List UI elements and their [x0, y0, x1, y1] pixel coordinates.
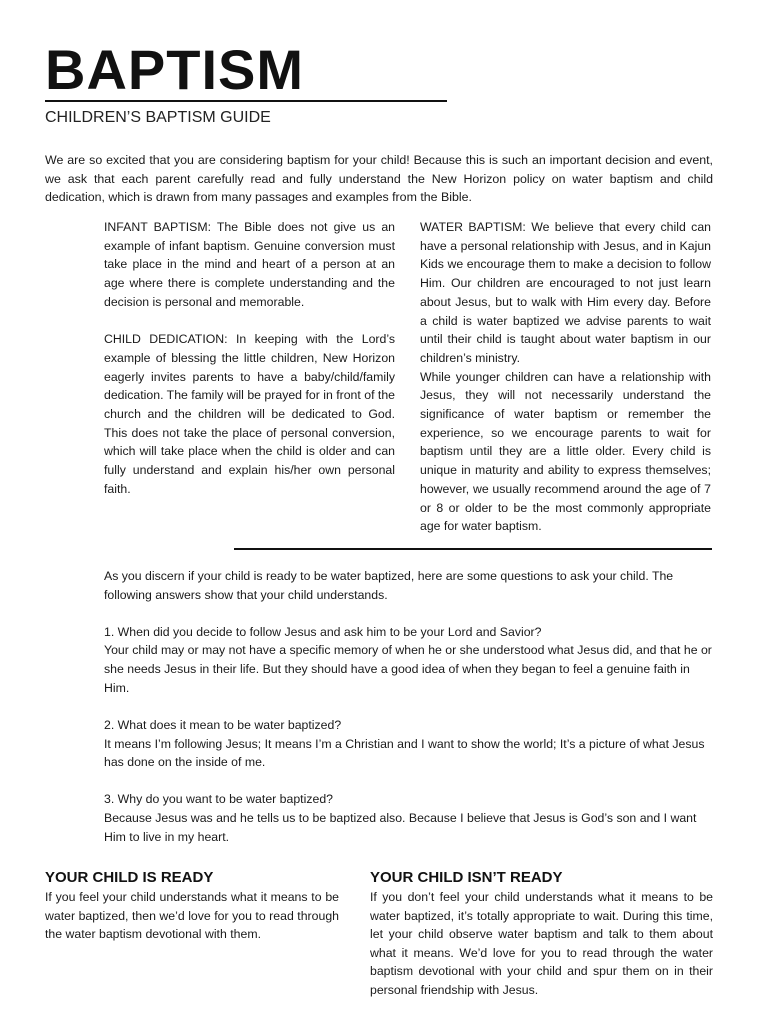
- page-subtitle: CHILDREN’S BAPTISM GUIDE: [45, 109, 271, 126]
- right-column: [420, 218, 711, 536]
- answer-2: It means I’m following Jesus; It means I’m a Christian and I want to show the world; It’s a picture of what Jesus has done on the inside of me.: [104, 736, 705, 770]
- page-title: BAPTISM: [45, 38, 304, 101]
- child-ready-section: [45, 868, 339, 944]
- child-not-ready-heading: YOUR CHILD ISN’T READY: [370, 869, 563, 886]
- intro-paragraph: We are so excited that you are considering baptism for your child! Because this is such an important decision and event, we ask that each parent carefully read and fully understand the New Horizon policy on water baptism and child dedication, which is drawn from many passages and examples from the Bible.: [45, 153, 713, 205]
- title-divider: [45, 100, 447, 102]
- answer-1: Your child may or may not have a specific memory of when he or she understood what Jesus did, and that he or she needs Jesus in their life. But they should have a good idea of when they began to feel a genuine faith in Him.: [104, 643, 712, 695]
- child-not-ready-section: [370, 868, 713, 1000]
- infant-baptism-paragraph: INFANT BAPTISM: The Bible does not give us an example of infant baptism. Genuine conversion must take place in the mind and heart of a person at an age where there is complete understanding and the decision is personal and memorable.: [104, 220, 395, 309]
- child-dedication-paragraph: CHILD DEDICATION: In keeping with the Lord’s example of blessing the little children, New Horizon eagerly invites parents to have a baby/child/family dedication. The family will be prayed for in front of the church and the children will be dedicated to God. This does not take the place of personal conversion, which will take place when the child is older and can fully understand and explain his/her own personal faith.: [104, 332, 395, 496]
- answer-3: Because Jesus was and he tells us to be baptized also. Because I believe that Jesus is God’s son and I want Him to live in my heart.: [104, 811, 697, 844]
- question-1: 1. When did you decide to follow Jesus and ask him to be your Lord and Savior?: [104, 624, 542, 639]
- section-divider: [234, 548, 712, 550]
- questions-section: [104, 567, 714, 846]
- child-not-ready-text: If you don’t feel your child understands what it means to be water baptized, it’s totally appropriate to wait. During this time, let your child observe water baptism and talk to them about what it means. We’d love for you to read through the water baptism devotional with your child and spur them on in their personal friendship with Jesus.: [370, 890, 713, 997]
- left-column: [104, 218, 395, 499]
- child-ready-heading: YOUR CHILD IS READY: [45, 869, 214, 886]
- question-2: 2. What does it mean to be water baptized?: [104, 717, 342, 732]
- child-ready-text: If you feel your child understands what it means to be water baptized, then we’d love for you to read through the water baptism devotional with them.: [45, 890, 339, 942]
- question-3: 3. Why do you want to be water baptized?: [104, 792, 333, 807]
- water-baptism-paragraph: WATER BAPTISM: We believe that every child can have a personal relationship with Jesus, and in Kajun Kids we encourage them to make a decision to follow Him. Our children are encouraged to not just learn about Jesus, but to walk with Him every day. Before a child is water baptized we advise parents to wait until their child is taught about water baptism in our children’s ministry.: [420, 220, 711, 365]
- younger-children-paragraph: While younger children can have a relationship with Jesus, they will not necessarily understand the significance of water baptism or remember the experience, so we encourage parents to wait for baptism until they are a little older. Every child is unique in maturity and ability to express themselves; however, we usually recommend around the age of 7 or 8 or older to be the most commonly appropriate age for water baptism.: [420, 369, 711, 534]
- questions-lead: As you discern if your child is ready to be water baptized, here are some questions to ask your child. The following answers show that your child understands.: [104, 569, 674, 602]
